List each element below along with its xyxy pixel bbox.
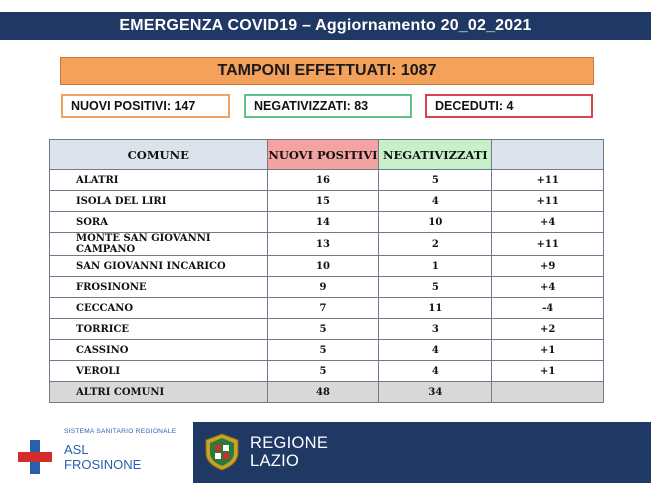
cell-differenza: +4 (492, 212, 604, 233)
regione-name (250, 434, 328, 470)
cell-differenza: +1 (492, 340, 604, 361)
table-body (50, 170, 604, 403)
table-total-row (50, 382, 604, 403)
deceduti-label: DECEDUTI: 4 (435, 99, 514, 113)
cell-comune: CECCANO (50, 298, 268, 319)
table-row (50, 212, 604, 233)
tamponi-box (60, 57, 594, 85)
cell-differenza: +4 (492, 277, 604, 298)
cell-differenza: +9 (492, 256, 604, 277)
cell-negativizzati: 4 (379, 361, 492, 382)
cell-positivi: 14 (267, 212, 379, 233)
title-banner (0, 12, 651, 40)
cell-differenza: +2 (492, 319, 604, 340)
red-blue-cross-icon (18, 440, 52, 474)
cell-differenza (492, 382, 604, 403)
header-comune: COMUNE (50, 140, 268, 170)
asl-line1: ASL (64, 442, 89, 457)
tamponi-label: TAMPONI EFFETTUATI: 1087 (217, 62, 437, 79)
regione-line2: LAZIO (250, 452, 300, 470)
cell-differenza: +1 (492, 361, 604, 382)
cell-positivi: 48 (267, 382, 379, 403)
cell-negativizzati: 11 (379, 298, 492, 319)
cell-positivi: 5 (267, 361, 379, 382)
table-row (50, 191, 604, 212)
table-row (50, 233, 604, 256)
cell-positivi: 9 (267, 277, 379, 298)
cell-comune: SAN GIOVANNI INCARICO (50, 256, 268, 277)
cell-comune: VEROLI (50, 361, 268, 382)
cell-positivi: 10 (267, 256, 379, 277)
nuovi-positivi-box (61, 94, 230, 118)
cell-positivi: 15 (267, 191, 379, 212)
negativizzati-label: NEGATIVIZZATI: 83 (254, 99, 369, 113)
cell-negativizzati: 5 (379, 277, 492, 298)
cell-comune: TORRICE (50, 319, 268, 340)
header-nuovi-positivi: NUOVI POSITIVI (267, 140, 379, 170)
cell-negativizzati: 4 (379, 191, 492, 212)
cell-positivi: 16 (267, 170, 379, 191)
table-row (50, 256, 604, 277)
table-row (50, 170, 604, 191)
cell-negativizzati: 5 (379, 170, 492, 191)
cell-positivi: 13 (267, 233, 379, 256)
cell-negativizzati: 4 (379, 340, 492, 361)
cell-negativizzati: 34 (379, 382, 492, 403)
table-row (50, 361, 604, 382)
cell-comune: FROSINONE (50, 277, 268, 298)
table-row (50, 298, 604, 319)
table-row (50, 277, 604, 298)
cell-comune: SORA (50, 212, 268, 233)
cell-positivi: 7 (267, 298, 379, 319)
asl-name (64, 442, 141, 472)
header-differenza (492, 140, 604, 170)
comuni-table (49, 139, 604, 403)
page-title: EMERGENZA COVID19 – Aggiornamento 20_02_2021 (119, 17, 532, 34)
cell-differenza: +11 (492, 191, 604, 212)
cell-differenza: -4 (492, 298, 604, 319)
asl-system-label: SISTEMA SANITARIO REGIONALE (64, 428, 177, 435)
cell-comune: CASSINO (50, 340, 268, 361)
cell-negativizzati: 10 (379, 212, 492, 233)
cell-comune: ALTRI COMUNI (50, 382, 268, 403)
cell-comune: MONTE SAN GIOVANNI CAMPANO (50, 233, 268, 256)
cell-differenza: +11 (492, 233, 604, 256)
cell-comune: ISOLA DEL LIRI (50, 191, 268, 212)
cell-negativizzati: 2 (379, 233, 492, 256)
cell-negativizzati: 3 (379, 319, 492, 340)
negativizzati-box (244, 94, 412, 118)
cell-comune: ALATRI (50, 170, 268, 191)
cell-negativizzati: 1 (379, 256, 492, 277)
cell-positivi: 5 (267, 340, 379, 361)
header-negativizzati: NEGATIVIZZATI (379, 140, 492, 170)
cell-differenza: +11 (492, 170, 604, 191)
table-row (50, 319, 604, 340)
cell-positivi: 5 (267, 319, 379, 340)
table-header-row (50, 140, 604, 170)
lazio-emblem-icon (203, 433, 241, 471)
table-row (50, 340, 604, 361)
nuovi-positivi-label: NUOVI POSITIVI: 147 (71, 99, 196, 113)
asl-line2: FROSINONE (64, 457, 142, 472)
deceduti-box (425, 94, 593, 118)
regione-line1: REGIONE (250, 434, 329, 452)
